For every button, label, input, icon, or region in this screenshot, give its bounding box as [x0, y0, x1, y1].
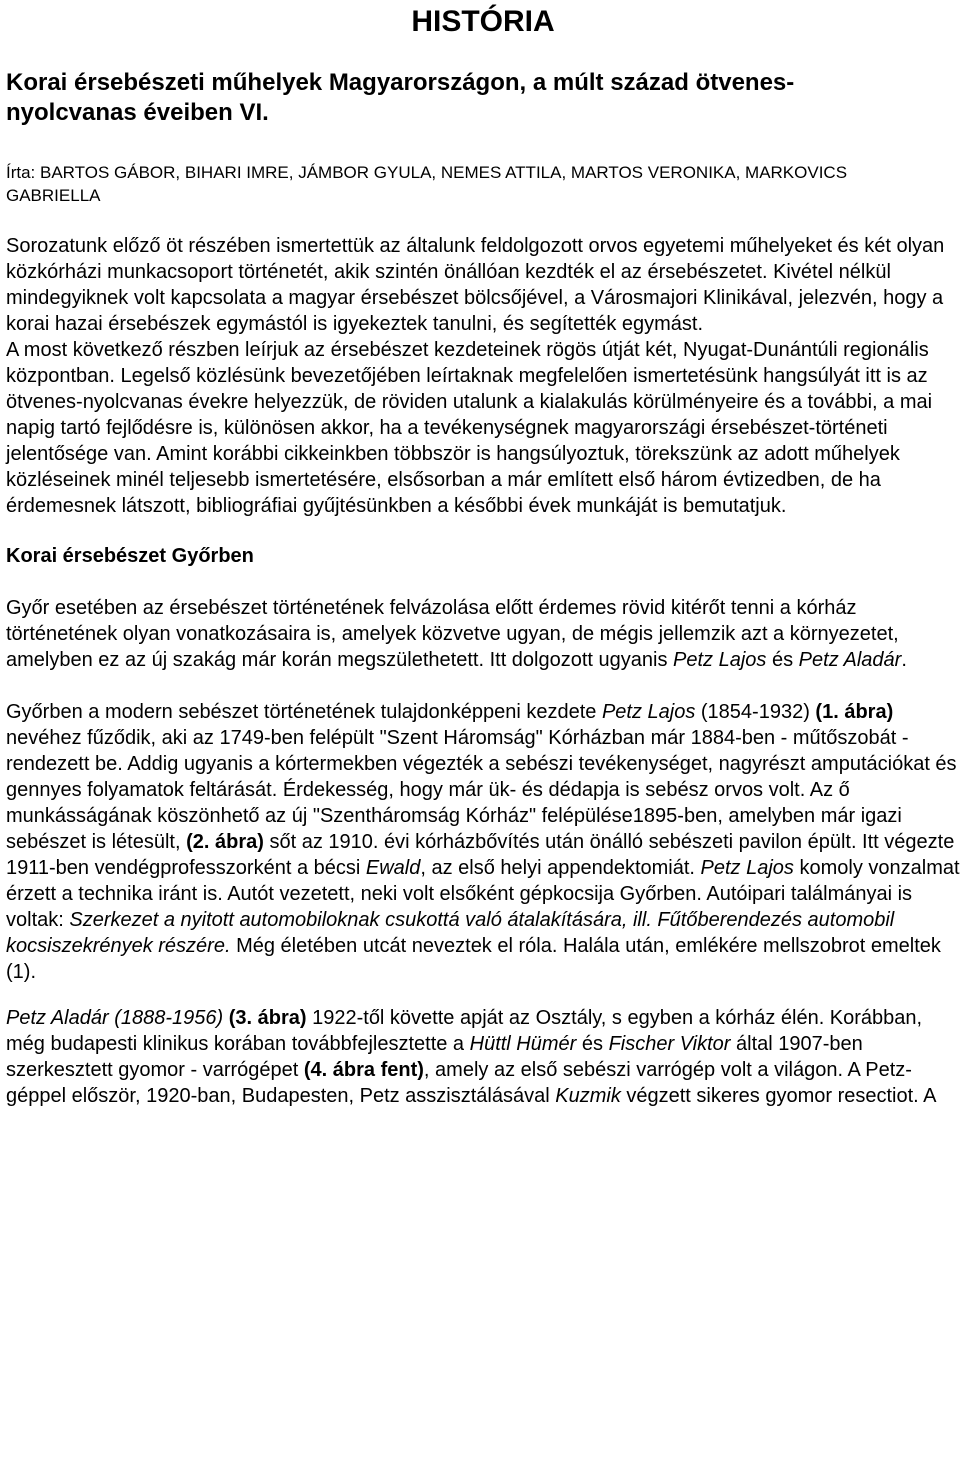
author-line: Írta: BARTOS GÁBOR, BIHARI IMRE, JÁMBOR GYULA, NEMES ATTILA, MARTOS VERONIKA, MARKOVICS GABRIELLA [6, 163, 848, 205]
text-run: és [766, 649, 799, 671]
person-name: Kuzmik [555, 1085, 621, 1107]
figure-reference: (3. ábra) [228, 1007, 307, 1029]
text-run: nevéhez fűződik, aki az 1749-ben felépült "Szent Háromság" Kórházban már 1884-ben - műtőszobát - rendezett be. Addig ugyanis a kórtermekben végezték a sebészi tevékenységet, nagyrészt amputációkat és gennyes folyamatok feltárását. Érdekesség, hogy már ük- és dédapja is sebész orvos volt. Az ő munkásságának köszönhető az új "Szentháromság Kórház" felépülése1895-ben, amelyben már igazi sebészet is létesült, [6, 727, 957, 853]
text-run: által 1907-ben szerkesztett gyomor - varrógépet [6, 1033, 863, 1081]
section-heading: Korai érsebészet Győrben [6, 545, 254, 567]
figure-reference: (2. ábra) [186, 831, 264, 853]
person-name: Petz Aladár (1888-1956) [6, 1007, 224, 1029]
text-run: . [901, 649, 907, 671]
figure-reference: (4. ábra fent) [303, 1059, 424, 1081]
invention-titles: Szerkezet a nyitott automobiloknak csukottá való átalakítására, ill. Fűtőberendezés automobil kocsiszekrények részére. [6, 909, 895, 957]
person-name: Petz Lajos [673, 649, 767, 671]
person-name: Petz Aladár [798, 649, 902, 671]
text-run: Győrben a modern sebészet történetének tulajdonképpeni kezdete [6, 701, 602, 723]
intro-paragraph: Sorozatunk előző öt részében ismertettük az általunk feldolgozott orvos egyetemi műhelyeket és két olyan közkórházi munkacsoport történetét, akik szintén önállóan kezdték el az érsebészetet. Kivétel nélkül mindegyiknek volt kapcsolata a magyar érsebészet bölcsőjével, a Városmajori Klinikával, jelezvén, hogy a korai hazai érsebészek egymástól is igyekeztek tanulni, és segítették egymást. [6, 235, 945, 335]
person-name: Petz Lajos [700, 857, 794, 879]
text-run: komoly vonzalmat érzett a technika iránt is. Autót vezetett, neki volt elsőként gépkocsija Győrben. Autóipari találmányai is voltak: [6, 857, 960, 931]
text-run: Győr esetében az érsebészet történetének felvázolása előtt érdemes rövid kitérőt tenni a kórház történetének olyan vonatkozásaira is, amelyek közvetve ugyan, de mégis jellemzik azt a környezetet, amelyben ez az új szakág már korán megszülethetett. Itt dolgozott ugyanis [6, 597, 899, 671]
body-paragraph [6, 1005, 960, 1109]
person-name: Fischer Viktor [608, 1033, 731, 1055]
section-header: HISTÓRIA [411, 5, 555, 38]
person-name: Hüttl Hümér [469, 1033, 577, 1055]
text-run: Még életében utcát neveztek el róla. Halála után, emlékére mellszobrot emeltek (1). [6, 935, 941, 983]
text-run: sőt az 1910. évi kórházbővítés után önálló sebészeti pavilon épült. Itt végezte 1911-ben vendégprofesszorként a bécsi [6, 831, 955, 879]
text-run: , amely az első sebészi varrógép volt a világon. A Petz-géppel először, 1920-ban, Budapesten, Petz asszisztálásával [6, 1059, 912, 1107]
text-run: (1854-1932) [695, 701, 816, 723]
text-run: és [576, 1033, 609, 1055]
text-run: végzett sikeres gyomor resectiot. A [620, 1085, 937, 1107]
text-run: 1922-től követte apját az Osztály, s egyben a kórház élén. Korábban, még budapesti klinikus korában továbbfejlesztette a [6, 1007, 923, 1055]
article-title: Korai érsebészeti műhelyek Magyarországon, a múlt század ötvenes-nyolcvanas éveiben VI. [6, 69, 795, 126]
intro-paragraph: A most következő részben leírjuk az érsebészet kezdeteinek rögös útját két, Nyugat-Dunántúli regionális központban. Legelső közlésünk bevezetőjében leírtaknak megfelelően ismertetésünk hangsúlyát itt is az ötvenes-nyolcvanas évekre helyezzük, de röviden utalunk a kialakulás körülményeire és a további, a mai napig tartó fejlődésre is, különösen akkor, ha a tevékenységnek magyarországi érsebészet-történeti jelentősége van. Amint korábbi cikkeinkben többször is hangsúlyoztuk, törekszünk az adott műhelyek közléseinek minél teljesebb ismertetésére, elsősorban a már említett első három évtizedben, de ha érdemesnek látszott, bibliográfiai gyűjtésünkben a későbbi évek munkáját is bemutatjuk. [6, 339, 933, 517]
person-name: Petz Lajos [601, 701, 696, 723]
body-paragraph [6, 595, 960, 673]
text-run: , az első helyi appendektomiát. [420, 857, 701, 879]
person-name: Ewald [365, 857, 421, 879]
body-paragraph [6, 699, 960, 985]
figure-reference: (1. ábra) [815, 701, 894, 723]
